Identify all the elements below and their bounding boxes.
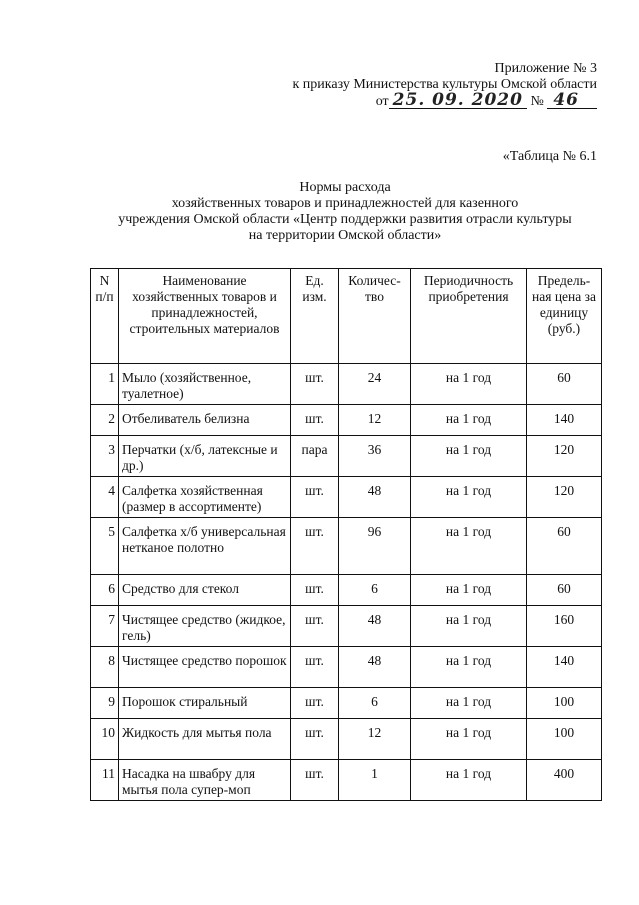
row-number: 5	[91, 518, 119, 575]
item-price: 60	[527, 518, 602, 575]
row-number: 7	[91, 606, 119, 647]
row-number: 3	[91, 436, 119, 477]
col-header-period: Периодичность приобретения	[411, 269, 527, 364]
item-name: Салфетка хозяйственная (размер в ассортименте)	[119, 477, 291, 518]
number-prefix: №	[530, 94, 544, 109]
item-period: на 1 год	[411, 436, 527, 477]
table-row	[91, 760, 602, 801]
item-quantity: 1	[339, 760, 411, 801]
appendix-order-reference: к приказу Министерства культуры Омской области	[292, 77, 597, 92]
table-row	[91, 688, 602, 719]
title-line-2: хозяйственных товаров и принадлежностей для казенного	[171, 196, 519, 211]
item-period: на 1 год	[411, 688, 527, 719]
item-quantity: 48	[339, 477, 411, 518]
item-name: Отбеливатель белизна	[119, 405, 291, 436]
table-row	[91, 436, 602, 477]
title-line-4: на территории Омской области»	[248, 228, 442, 243]
appendix-number: Приложение № 3	[494, 61, 597, 76]
item-period: на 1 год	[411, 760, 527, 801]
col-header-name: Наименование хозяйственных товаров и принадлежностей, строительных материалов	[119, 269, 291, 364]
item-name: Средство для стекол	[119, 575, 291, 606]
item-quantity: 6	[339, 575, 411, 606]
row-number: 9	[91, 688, 119, 719]
col-header-number: N п/п	[91, 269, 119, 364]
table-row	[91, 647, 602, 688]
item-name: Перчатки (х/б, латексные и др.)	[119, 436, 291, 477]
item-unit: шт.	[291, 760, 339, 801]
document-title	[90, 180, 600, 244]
item-unit: шт.	[291, 688, 339, 719]
appendix-header	[217, 61, 597, 110]
item-period: на 1 год	[411, 719, 527, 760]
item-price: 100	[527, 688, 602, 719]
item-price: 120	[527, 436, 602, 477]
item-quantity: 96	[339, 518, 411, 575]
item-period: на 1 год	[411, 364, 527, 405]
item-name: Мыло (хозяйственное, туалетное)	[119, 364, 291, 405]
row-number: 1	[91, 364, 119, 405]
item-quantity: 36	[339, 436, 411, 477]
order-number-handwritten: 46	[547, 93, 597, 109]
item-price: 120	[527, 477, 602, 518]
col-header-quantity: Количес-тво	[339, 269, 411, 364]
item-name: Насадка на швабру для мытья пола супер-моп	[119, 760, 291, 801]
row-number: 10	[91, 719, 119, 760]
item-name: Чистящее средство порошок	[119, 647, 291, 688]
order-date-line	[217, 90, 597, 110]
item-price: 60	[527, 364, 602, 405]
table-row	[91, 477, 602, 518]
table-row	[91, 719, 602, 760]
item-unit: шт.	[291, 719, 339, 760]
table-row	[91, 364, 602, 405]
item-unit: шт.	[291, 647, 339, 688]
table-label: «Таблица № 6.1	[502, 149, 597, 164]
col-header-price: Предель-ная цена за единицу (руб.)	[527, 269, 602, 364]
item-period: на 1 год	[411, 518, 527, 575]
title-line-3: учреждения Омской области «Центр поддержки развития отрасли культуры	[118, 212, 572, 227]
order-date-handwritten: 25. 09. 2020	[389, 93, 527, 109]
item-quantity: 48	[339, 606, 411, 647]
item-price: 60	[527, 575, 602, 606]
row-number: 6	[91, 575, 119, 606]
table-row	[91, 575, 602, 606]
item-price: 140	[527, 405, 602, 436]
item-quantity: 24	[339, 364, 411, 405]
item-price: 400	[527, 760, 602, 801]
table-row	[91, 606, 602, 647]
date-prefix: от	[375, 94, 389, 109]
item-quantity: 12	[339, 719, 411, 760]
item-name: Жидкость для мытья пола	[119, 719, 291, 760]
item-unit: шт.	[291, 477, 339, 518]
item-price: 140	[527, 647, 602, 688]
item-quantity: 6	[339, 688, 411, 719]
item-period: на 1 год	[411, 575, 527, 606]
col-header-unit: Ед. изм.	[291, 269, 339, 364]
row-number: 8	[91, 647, 119, 688]
item-name: Порошок стиральный	[119, 688, 291, 719]
item-name: Салфетка х/б универсальная нетканое полотно	[119, 518, 291, 575]
item-unit: шт.	[291, 606, 339, 647]
item-unit: пара	[291, 436, 339, 477]
item-period: на 1 год	[411, 477, 527, 518]
row-number: 2	[91, 405, 119, 436]
item-price: 100	[527, 719, 602, 760]
item-period: на 1 год	[411, 606, 527, 647]
norms-table	[90, 268, 602, 801]
item-quantity: 48	[339, 647, 411, 688]
item-unit: шт.	[291, 518, 339, 575]
table-row	[91, 518, 602, 575]
item-unit: шт.	[291, 405, 339, 436]
table-row	[91, 405, 602, 436]
row-number: 4	[91, 477, 119, 518]
item-price: 160	[527, 606, 602, 647]
item-unit: шт.	[291, 364, 339, 405]
table-header-row	[91, 269, 602, 364]
item-period: на 1 год	[411, 647, 527, 688]
item-period: на 1 год	[411, 405, 527, 436]
row-number: 11	[91, 760, 119, 801]
item-name: Чистящее средство (жидкое, гель)	[119, 606, 291, 647]
item-unit: шт.	[291, 575, 339, 606]
item-quantity: 12	[339, 405, 411, 436]
title-line-1: Нормы расхода	[299, 180, 391, 195]
